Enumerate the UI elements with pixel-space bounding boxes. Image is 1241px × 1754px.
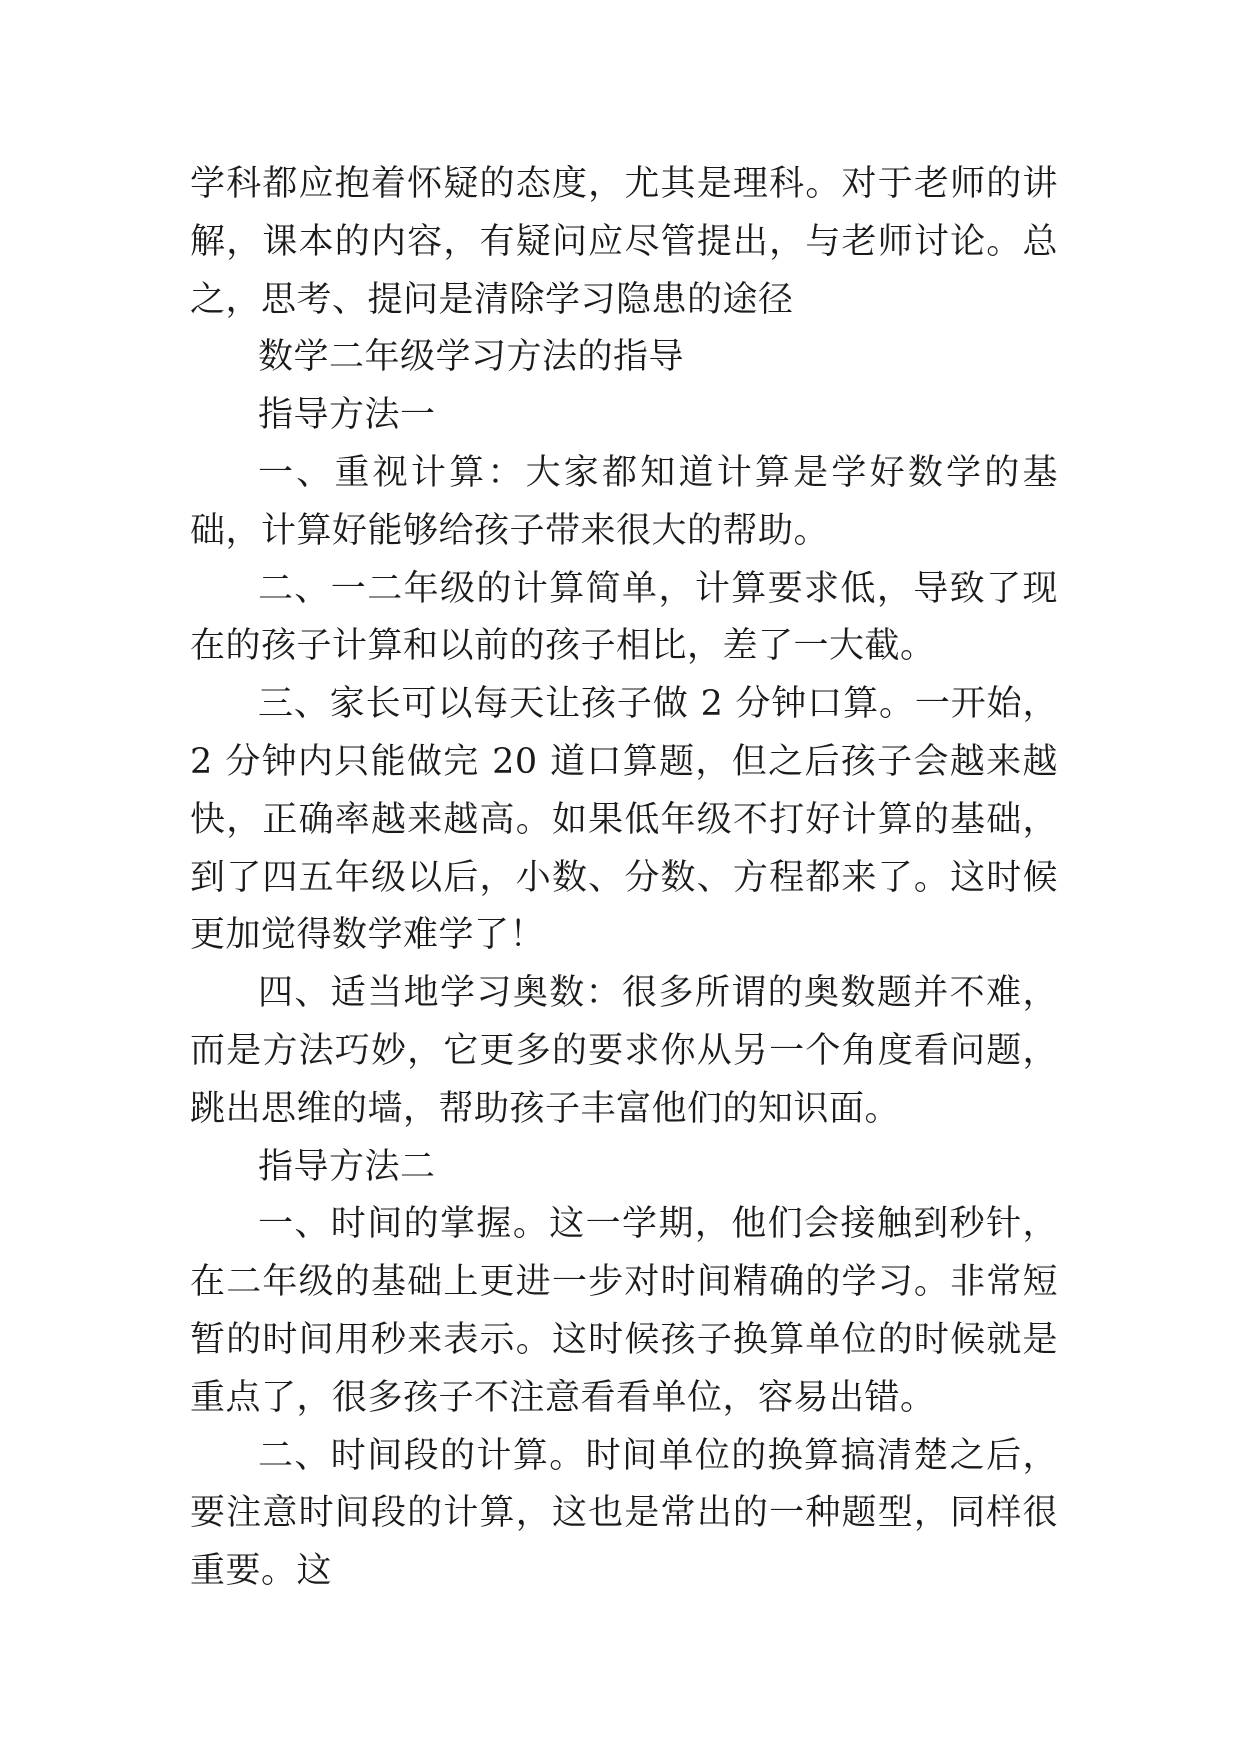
subsection-title-method-two: 指导方法二	[258, 1146, 436, 1187]
section-title: 数学二年级学习方法的指导	[258, 337, 685, 378]
subsection-title-method-one: 指导方法一	[258, 395, 436, 436]
paragraph-item-4: 四、适当地学习奥数：很多所谓的奥数题并不难，而是方法巧妙，它更多的要求你从另一个角度看问题，跳出思维的墙，帮助孩子丰富他们的知识面。	[190, 973, 1058, 1129]
paragraph-item-6: 二、时间段的计算。时间单位的换算搞清楚之后，要注意时间段的计算，这也是常出的一种题型，同样很重要。这	[190, 1435, 1058, 1592]
paragraph-continuation: 学科都应抱着怀疑的态度，尤其是理科。对于老师的讲解，课本的内容，有疑问应尽管提出，与老师讨论。总之，思考、提问是清除学习隐患的途径	[190, 164, 1058, 320]
paragraph-item-1: 一、重视计算：大家都知道计算是学好数学的基础，计算好能够给孩子带来很大的帮助。	[190, 452, 1058, 551]
paragraph-item-5: 一、时间的掌握。这一学期，他们会接触到秒针，在二年级的基础上更进一步对时间精确的学习。非常短暂的时间用秒来表示。这时候孩子换算单位的时候就是重点了，很多孩子不注意看看单位，容易出错。	[190, 1204, 1058, 1418]
body-text	[190, 156, 1058, 1601]
paragraph-item-3: 三、家长可以每天让孩子做 2 分钟口算。一开始，2 分钟内只能做完 20 道口算题，但之后孩子会越来越快，正确率越来越高。如果低年级不打好计算的基础，到了四五年级以后，小数、分数、方程都来了。这时候更加觉得数学难学了！	[190, 684, 1058, 956]
paragraph-item-2: 二、一二年级的计算简单，计算要求低，导致了现在的孩子计算和以前的孩子相比，差了一大截。	[190, 568, 1058, 667]
